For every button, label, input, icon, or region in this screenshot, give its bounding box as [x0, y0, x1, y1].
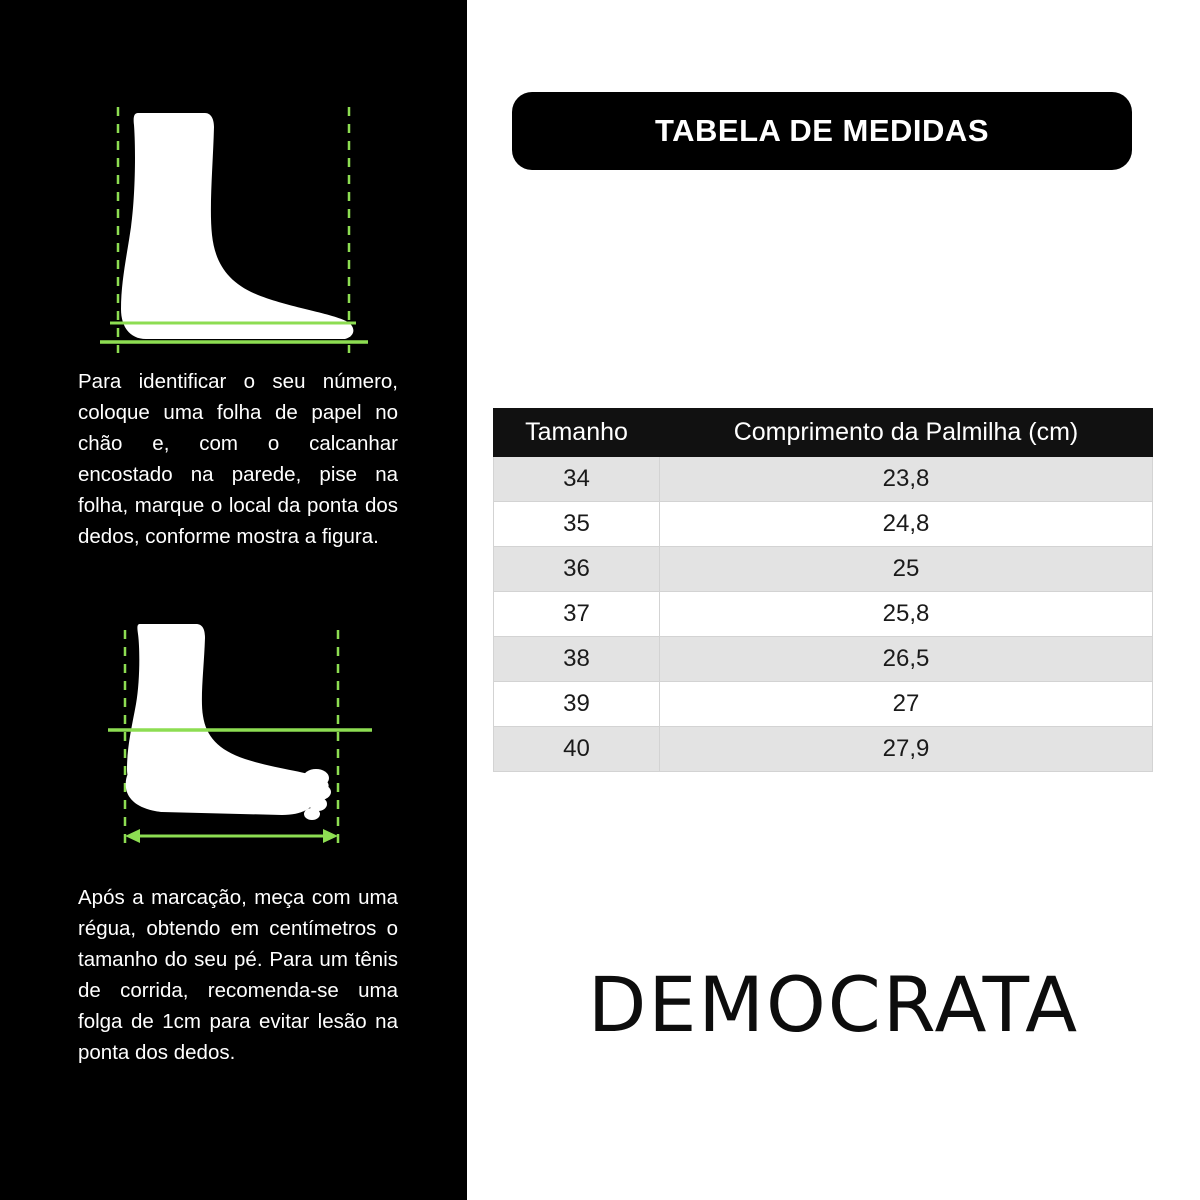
table-row [494, 502, 1153, 547]
cell-length: 26,5 [660, 637, 1153, 682]
table-row [494, 682, 1153, 727]
header-length: Comprimento da Palmilha (cm) [660, 409, 1153, 457]
size-table-body [494, 457, 1153, 772]
cell-size: 36 [494, 547, 660, 592]
cell-length: 24,8 [660, 502, 1153, 547]
measurements-panel [467, 0, 1200, 1200]
table-row [494, 727, 1153, 772]
header-size: Tamanho [494, 409, 660, 457]
cell-size: 34 [494, 457, 660, 502]
brand-logo: DEMOCRATA [587, 960, 1080, 1049]
size-table [493, 408, 1153, 772]
page-title-text: TABELA DE MEDIDAS [655, 113, 989, 148]
table-header-row [494, 409, 1153, 457]
table-row [494, 457, 1153, 502]
cell-length: 25,8 [660, 592, 1153, 637]
cell-size: 40 [494, 727, 660, 772]
cell-length: 25 [660, 547, 1153, 592]
instruction-step-2: Após a marcação, meça com uma régua, obtendo em centímetros o tamanho do seu pé. Para um tênis de corrida, recomenda-se uma folga de 1cm para evitar lesão na ponta dos dedos. [78, 886, 398, 1064]
cell-length: 27 [660, 682, 1153, 727]
page-title [512, 92, 1132, 170]
cell-size: 35 [494, 502, 660, 547]
table-row [494, 547, 1153, 592]
cell-length: 23,8 [660, 457, 1153, 502]
foot-side-view-figure [0, 95, 467, 365]
cell-size: 37 [494, 592, 660, 637]
table-row [494, 637, 1153, 682]
instructions-panel [0, 0, 467, 1200]
instruction-step-1: Para identificar o seu número, coloque uma folha de papel no chão e, com o calcanhar encostado na parede, pise na folha, marque o local da ponta dos dedos, conforme mostra a figura. [78, 370, 398, 548]
cell-size: 39 [494, 682, 660, 727]
cell-size: 38 [494, 637, 660, 682]
size-table-head [494, 409, 1153, 457]
cell-length: 27,9 [660, 727, 1153, 772]
table-row [494, 592, 1153, 637]
foot-measure-figure [0, 612, 467, 872]
